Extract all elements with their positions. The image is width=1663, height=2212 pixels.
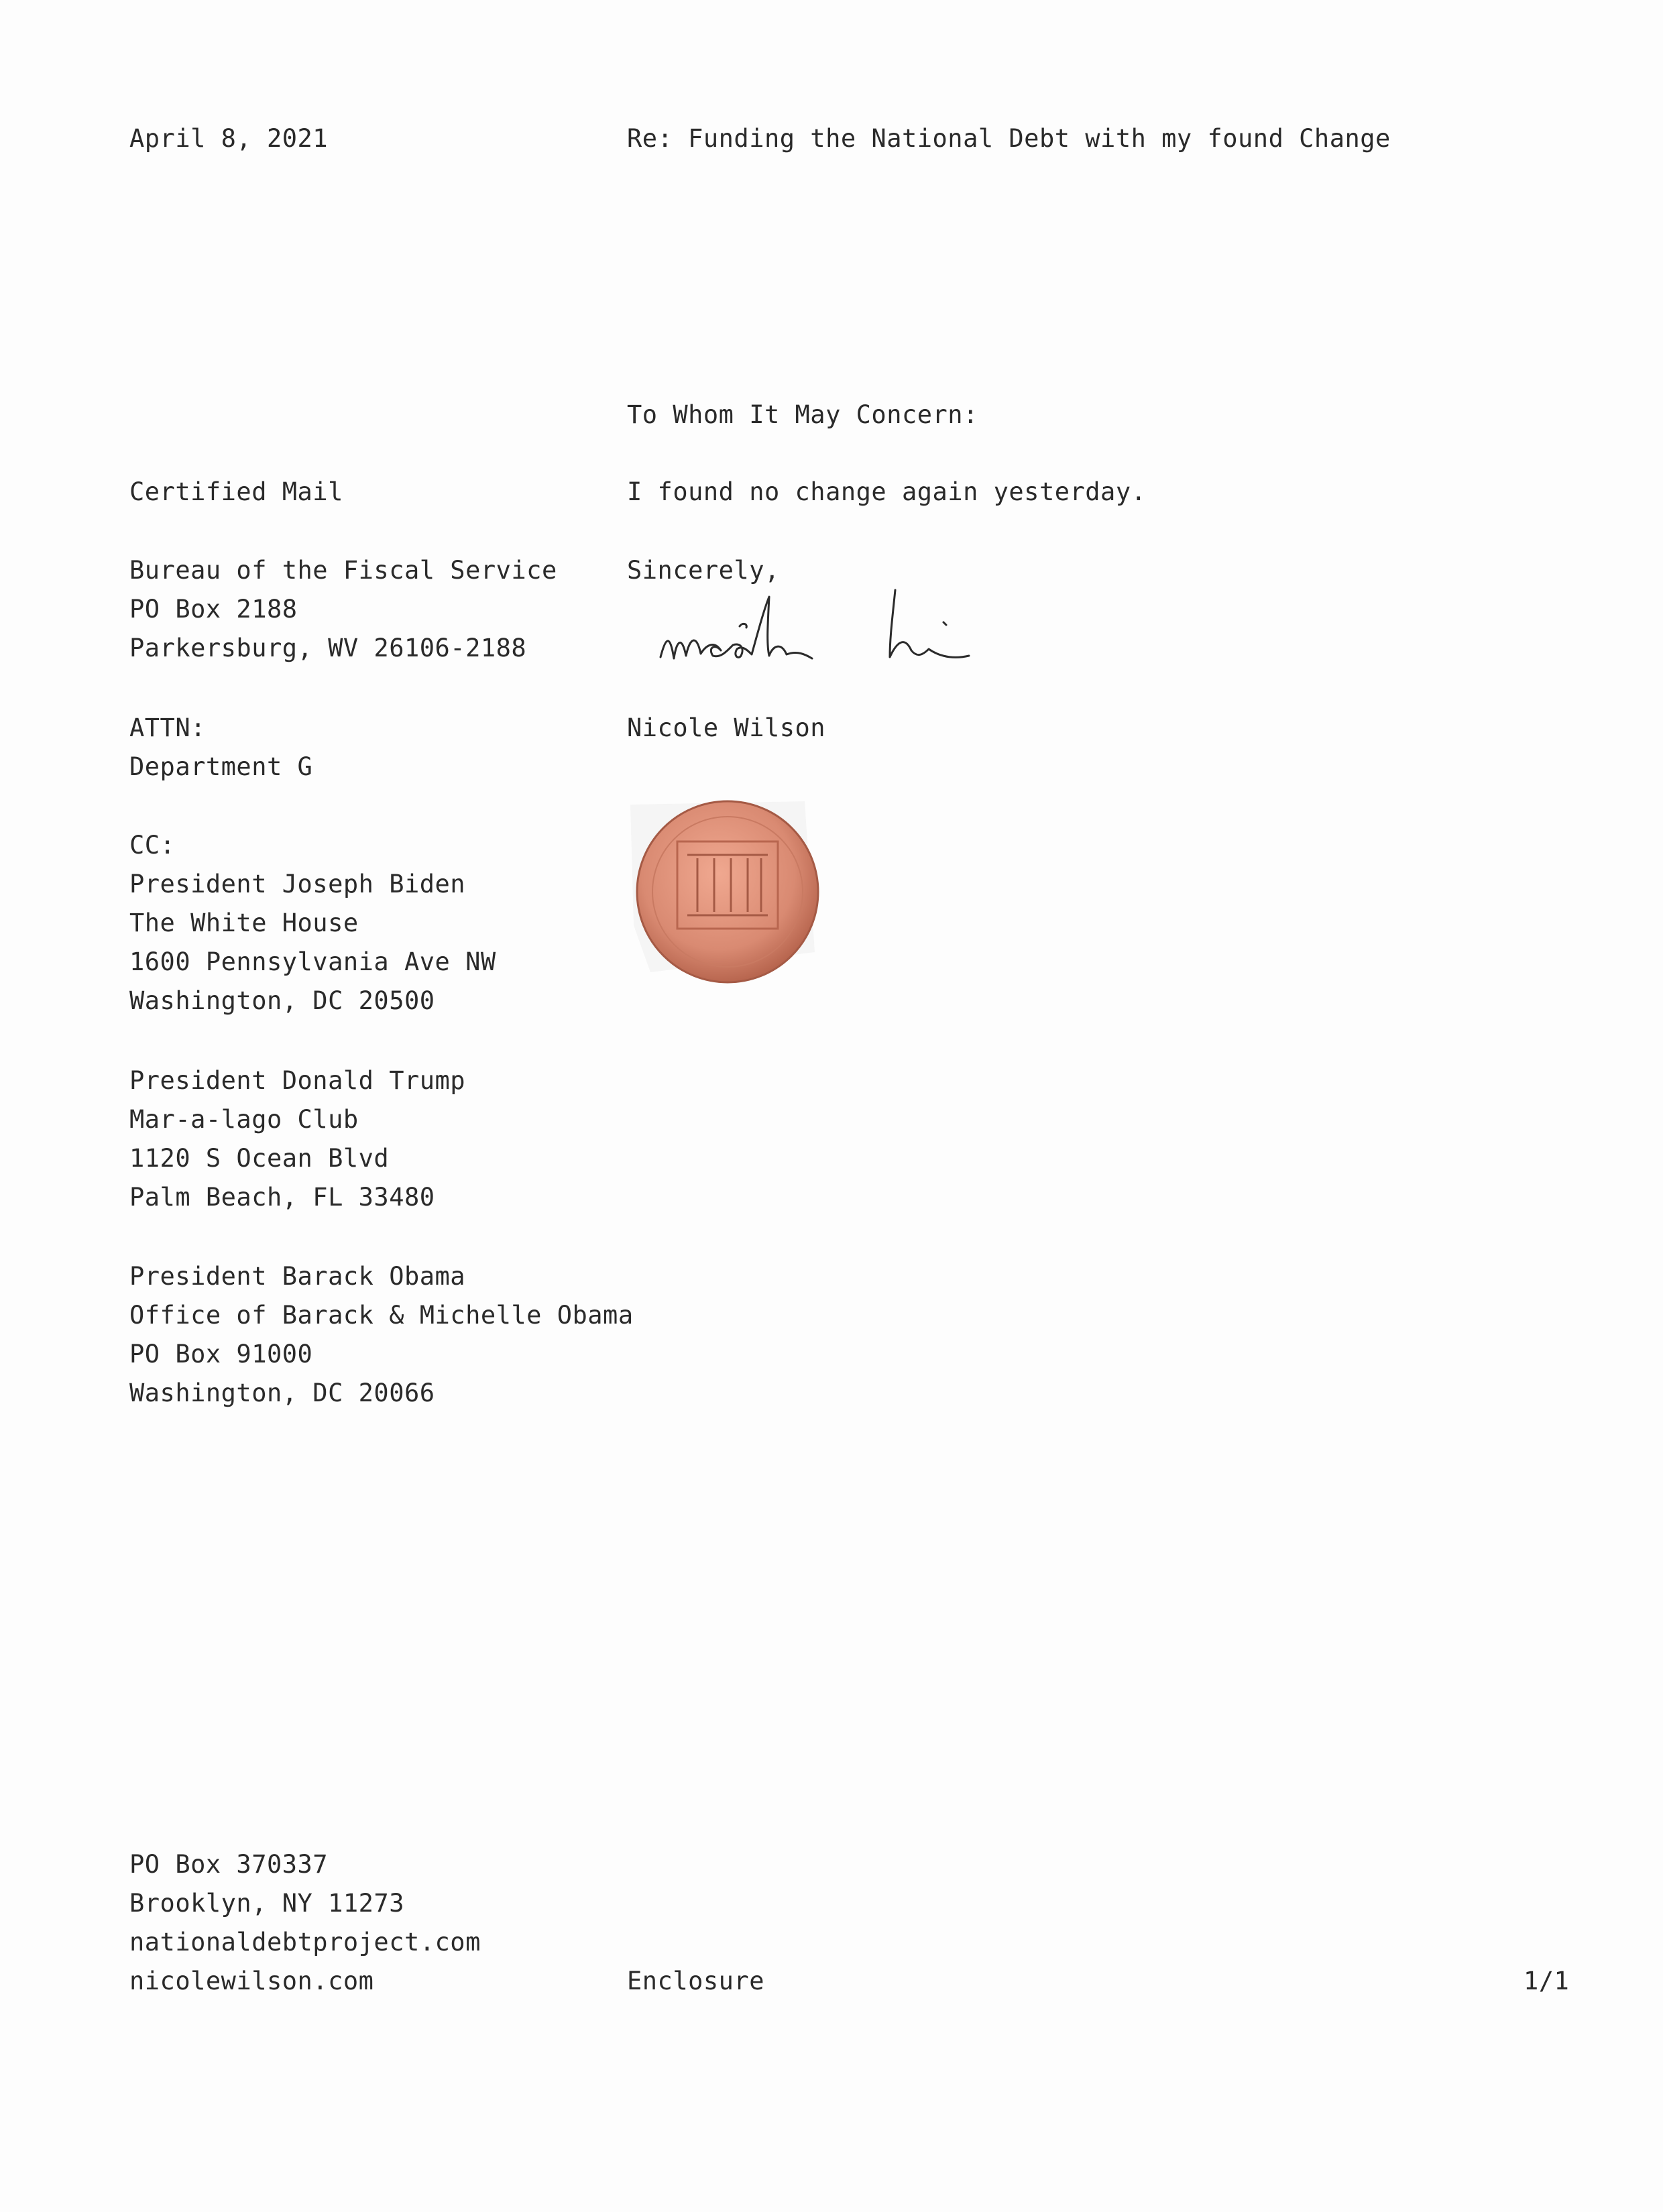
delivery-method: Certified Mail [129, 477, 343, 506]
cc-line: The White House [129, 909, 359, 937]
cc-block-trump [129, 1061, 465, 1217]
return-address-line: Brooklyn, NY 11273 [129, 1889, 404, 1918]
signature [654, 583, 1002, 684]
attention-block [129, 709, 312, 787]
page-number: 1/1 [1524, 1967, 1570, 1995]
cc-line: President Barack Obama [129, 1262, 466, 1291]
return-address-line: PO Box 370337 [129, 1850, 329, 1879]
website-link[interactable]: nationaldebtproject.com [129, 1928, 481, 1957]
website-link[interactable]: nicolewilson.com [129, 1967, 374, 1995]
letter-body: I found no change again yesterday. [627, 477, 1147, 506]
cc-line: PO Box 91000 [129, 1340, 313, 1369]
primary-recipient-address [129, 551, 557, 668]
cc-line: 1600 Pennsylvania Ave NW [129, 947, 496, 976]
cc-line: President Donald Trump [129, 1066, 466, 1095]
cc-line: President Joseph Biden [129, 870, 466, 898]
salutation: To Whom It May Concern: [627, 400, 978, 429]
attn-department: Department G [129, 752, 313, 781]
enclosure-label: Enclosure [627, 1967, 764, 1995]
recipient-line: Parkersburg, WV 26106-2188 [129, 634, 527, 662]
cc-block-biden [129, 826, 496, 1021]
return-address [129, 1845, 481, 2001]
cc-line: 1120 S Ocean Blvd [129, 1144, 390, 1173]
cc-line: Mar-a-lago Club [129, 1105, 359, 1134]
cc-block-obama [129, 1257, 634, 1413]
signer-name: Nicole Wilson [627, 713, 826, 742]
cc-line: Palm Beach, FL 33480 [129, 1183, 435, 1212]
cc-line: Washington, DC 20500 [129, 986, 435, 1015]
letter-date: April 8, 2021 [129, 124, 329, 153]
recipient-line: PO Box 2188 [129, 595, 298, 624]
attn-label: ATTN: [129, 713, 206, 742]
penny-icon [624, 791, 825, 986]
recipient-line: Bureau of the Fiscal Service [129, 556, 557, 585]
cc-label: CC: [129, 831, 176, 860]
cc-line: Washington, DC 20066 [129, 1379, 435, 1407]
cc-line: Office of Barack & Michelle Obama [129, 1301, 634, 1330]
subject-line: Re: Funding the National Debt with my found Change [627, 124, 1391, 153]
closing: Sincerely, [627, 556, 780, 585]
